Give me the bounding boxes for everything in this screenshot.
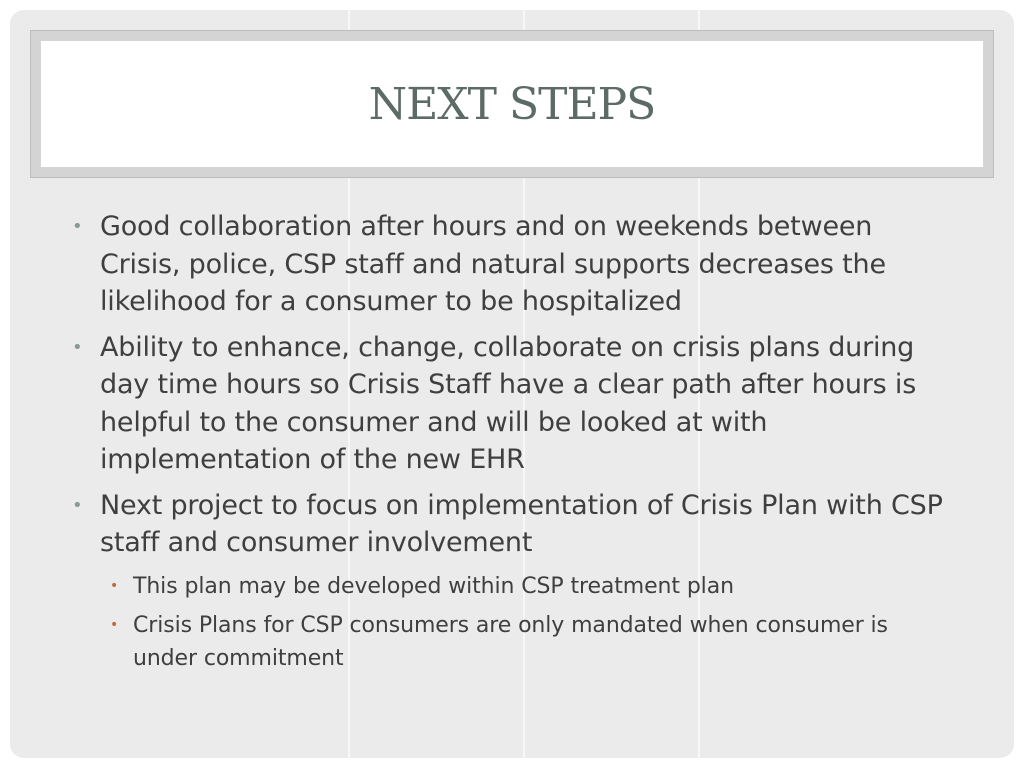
slide-content xyxy=(72,208,952,681)
bullet-item xyxy=(72,487,952,562)
bullet-text: Good collaboration after hours and on weekends between Crisis, police, CSP staff and natural supports decreases the likelihood for a consumer to be hospitalized xyxy=(100,211,886,317)
bullet-item xyxy=(72,208,952,321)
bullet-marker: • xyxy=(72,216,83,237)
bullet-item xyxy=(72,329,952,479)
bullet-text: Next project to focus on implementation of Crisis Plan with CSP staff and consumer involvement xyxy=(100,489,943,558)
slide xyxy=(10,10,1014,758)
bullet-marker: • xyxy=(72,336,83,358)
title-box xyxy=(41,41,983,167)
sub-bullet-item xyxy=(72,570,952,603)
sub-bullet-marker: • xyxy=(110,616,119,633)
bullet-text: Ability to enhance, change, collaborate on crisis plans during day time hours so Crisis Staff have a clear path after hours is helpful to the consumer and will be looked at with implementation of the new EHR xyxy=(100,331,917,475)
slide-title: NEXT STEPS xyxy=(368,78,656,130)
sub-bullet-item xyxy=(72,609,952,675)
sub-bullet-text: Crisis Plans for CSP consumers are only mandated when consumer is under commitment xyxy=(133,612,888,671)
title-frame xyxy=(30,30,994,178)
sub-bullet-text: This plan may be developed within CSP treatment plan xyxy=(133,573,734,599)
bullet-marker: • xyxy=(72,494,83,516)
sub-bullet-marker: • xyxy=(110,577,119,594)
